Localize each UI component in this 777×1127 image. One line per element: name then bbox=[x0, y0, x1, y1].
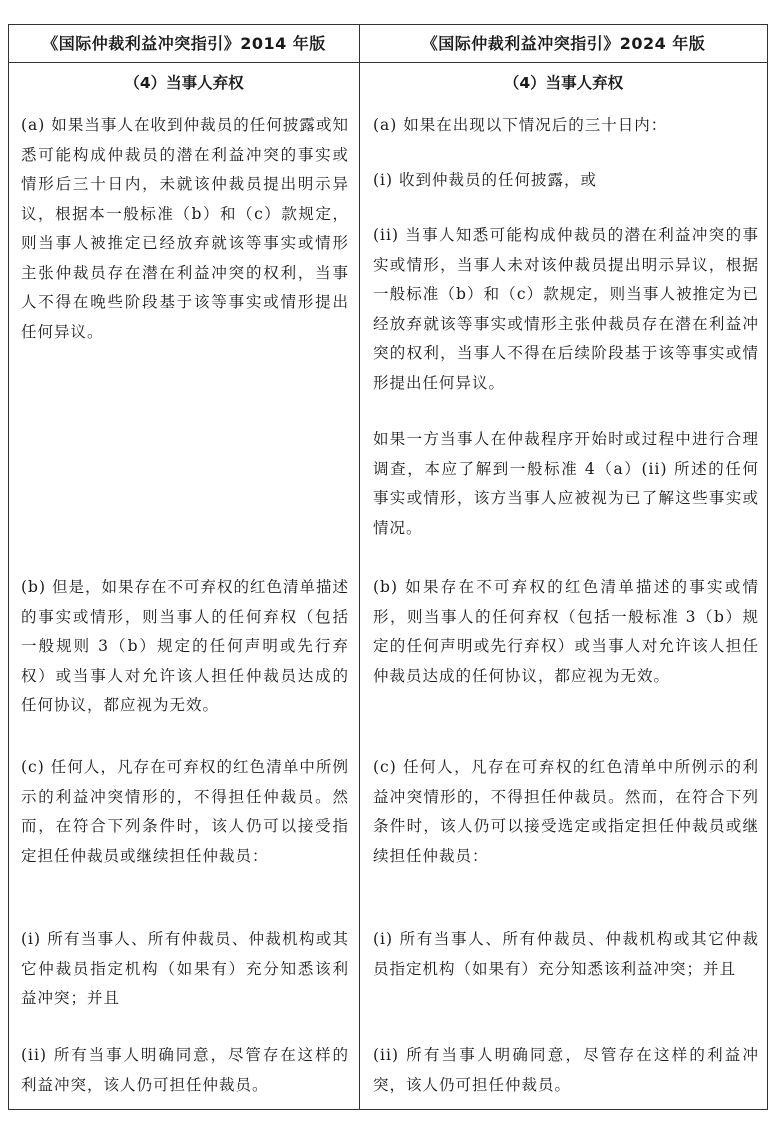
right-paragraph-c-i: (i) 所有当事人、所有仲裁员、仲裁机构或其它仲裁员指定机构（如果有）充分知悉该利益冲突；并且 bbox=[373, 930, 759, 978]
section-heading-2014: （4）当事人弃权 bbox=[124, 74, 244, 92]
left-paragraph-c: (c) 任何人，凡存在可弃权的红色清单中所例示的利益冲突情形的，不得担任仲裁员。然而，在符合下列条件时，该人仍可以接受指定担任仲裁员或继续担任仲裁员： bbox=[21, 758, 349, 865]
right-paragraph-a: (a) 如果在出现以下情况后的三十日内： bbox=[373, 116, 668, 134]
left-paragraph-c-ii: (ii) 所有当事人明确同意，尽管存在这样的利益冲突，该人仍可担任仲裁员。 bbox=[21, 1046, 349, 1094]
right-paragraph-c: (c) 任何人，凡存在可弃权的红色清单中所例示的利益冲突情形的，不得担任仲裁员。然而，在符合下列条件时，该人仍可以接受选定或指定担任仲裁员或继续担任仲裁员： bbox=[373, 758, 759, 865]
right-paragraph-a-i: (i) 收到仲裁员的任何披露，或 bbox=[373, 171, 597, 189]
header-divider bbox=[9, 62, 767, 63]
left-paragraph-a: (a) 如果当事人在收到仲裁员的任何披露或知悉可能构成仲裁员的潜在利益冲突的事实或情形后三十日内，未就该仲裁员提出明示异议，根据本一般标准（b）和（c）款规定，则当事人被推定已经放弃就该等事实或情形主张仲裁员存在潜在利益冲突的权利，当事人不得在晚些阶段基于该等事实或情形提出任何异议。 bbox=[21, 116, 349, 341]
section-heading-2024: （4）当事人弃权 bbox=[503, 74, 624, 92]
left-paragraph-b: (b) 但是，如果存在不可弃权的红色清单描述的事实或情形，则当事人的任何弃权（包括一般规则 3（b）规定的任何声明或先行弃权）或当事人对允许该人担任仲裁员达成的任何协议，都应视为无效。 bbox=[21, 578, 349, 714]
left-paragraph-c-i: (i) 所有当事人、所有仲裁员、仲裁机构或其它仲裁员指定机构（如果有）充分知悉该利益冲突；并且 bbox=[21, 930, 349, 1007]
right-paragraph-reasonable-inquiry: 如果一方当事人在仲裁程序开始时或过程中进行合理调查，本应了解到一般标准 4（a）(ii) 所述的任何事实或情形，该方当事人应被视为已了解这些事实或情况。 bbox=[373, 430, 759, 537]
column-divider bbox=[359, 25, 360, 1109]
column-header-2014: 《国际仲裁利益冲突指引》2014 年版 bbox=[42, 34, 326, 53]
comparison-table bbox=[8, 24, 768, 1110]
right-paragraph-b: (b) 如果存在不可弃权的红色清单描述的事实或情形，则当事人的任何弃权（包括一般标准 3（b）规定的任何声明或先行弃权）或当事人对允许该人担任仲裁员达成的任何协议，都应视为无效。 bbox=[373, 578, 759, 685]
right-paragraph-c-ii: (ii) 所有当事人明确同意，尽管存在这样的利益冲突，该人仍可担任仲裁员。 bbox=[373, 1046, 759, 1094]
column-header-2024: 《国际仲裁利益冲突指引》2024 年版 bbox=[421, 34, 706, 53]
right-paragraph-a-ii: (ii) 当事人知悉可能构成仲裁员的潜在利益冲突的事实或情形，当事人未对该仲裁员提出明示异议，根据一般标准（b）和（c）款规定，则当事人被推定为已经放弃就该等事实或情形主张仲裁员存在潜在利益冲突的权利，当事人不得在后续阶段基于该等事实或情形提出任何异议。 bbox=[373, 226, 759, 392]
